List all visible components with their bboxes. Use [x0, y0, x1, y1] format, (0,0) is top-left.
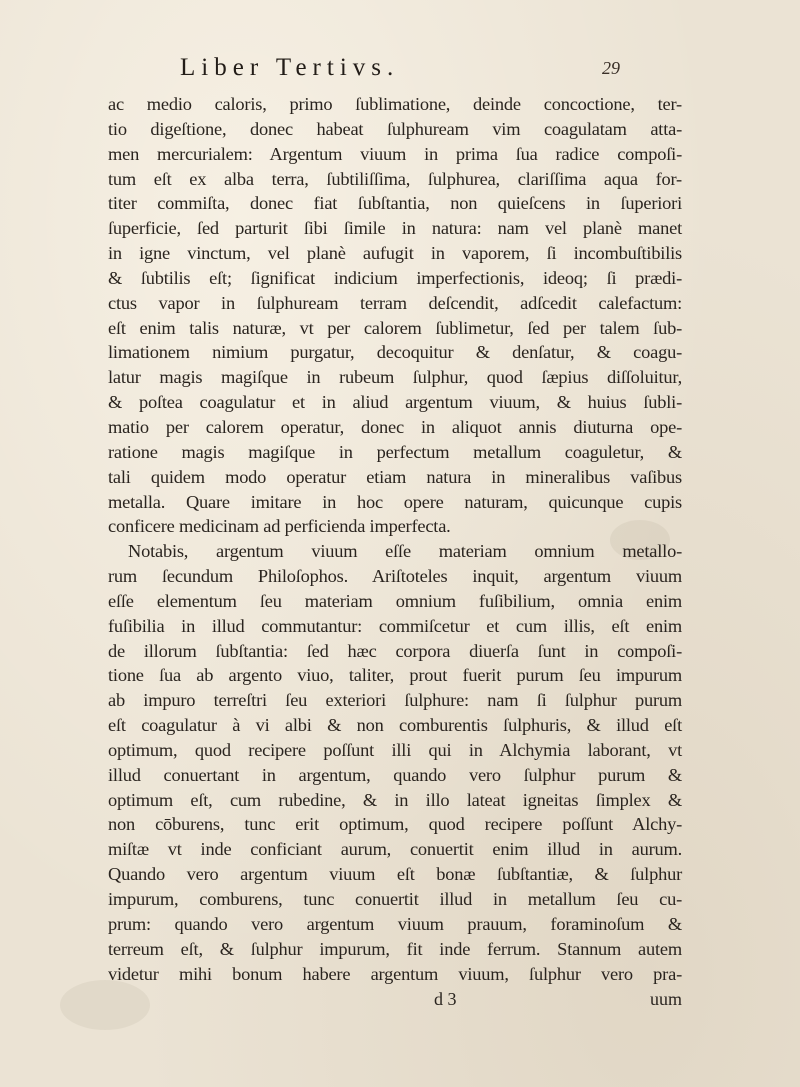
paper-stain: [60, 980, 150, 1030]
text-line: latur magis magiſque in rubeum ſulphur, quod ſæpius diſſoluitur,: [108, 367, 682, 388]
body-text: [108, 92, 682, 986]
text-line: limationem nimium purgatur, decoquitur & denſatur, & coagu-: [108, 342, 682, 363]
text-line: matio per calorem operatur, donec in aliquot annis diuturna ope-: [108, 416, 682, 437]
text-line: fuſibilia in illud commutantur: commiſcetur et cum illis, eſt enim: [108, 615, 682, 636]
text-line: terreum eſt, & ſulphur impurum, fit inde ferrum. Stannum autem: [108, 938, 682, 959]
text-line: Notabis, argentum viuum eſſe materiam omnium metallo-: [128, 541, 682, 562]
text-line: impurum, comburens, tunc conuertit illud in metallum ſeu cu-: [108, 889, 682, 909]
text-line: Quando vero argentum viuum eſt bonæ ſubſtantiæ, & ſulphur: [108, 864, 682, 885]
text-line: non cōburens, tunc erit optimum, quod recipere poſſunt Alchy-: [108, 814, 682, 835]
text-line: eſt enim talis naturæ, vt per calorem ſublimetur, ſed per talem ſub-: [108, 317, 682, 338]
running-header: [180, 54, 660, 90]
text-line: & ſubtilis eſt; ſignificat indicium imperfectionis, ideoq; ſi prædi-: [108, 267, 682, 288]
text-line: ac medio caloris, primo ſublimatione, deinde concoctione, ter-: [108, 94, 682, 114]
signature-mark: d 3: [434, 988, 457, 1009]
text-line: titer commiſta, donec fiat ſubſtantia, non quieſcens in ſuperiori: [108, 193, 682, 214]
text-line: rum ſecundum Philoſophos. Ariſtoteles inquit, argentum viuum: [108, 566, 682, 587]
text-line: de illorum ſubſtantia: ſed hæc corpora diuerſa ſunt in compoſi-: [108, 640, 682, 661]
text-line: ſuperficie, ſed parturit ſibi ſimile in natura: nam vel planè manet: [108, 218, 682, 239]
text-line: ctus vapor in ſulphuream terram deſcendit, adſcedit calefactum:: [108, 292, 682, 313]
text-line: prum: quando vero argentum viuum prauum, foraminoſum &: [108, 913, 682, 934]
text-line: tum eſt ex alba terra, ſubtiliſſima, ſulphurea, clariſſima aqua for-: [108, 168, 682, 189]
text-line: illud conuertant in argentum, quando vero ſulphur purum &: [108, 764, 682, 785]
text-line: in igne vinctum, vel planè aufugit in vaporem, ſi incombuſtibilis: [108, 243, 682, 264]
text-line: ab impuro terreſtri ſeu exteriori ſulphure: nam ſi ſulphur purum: [108, 690, 682, 711]
text-line: tio digeſtione, donec habeat ſulphuream vim coagulatam atta-: [108, 118, 682, 139]
catchword: uum: [649, 988, 682, 1009]
folio-number: 29: [602, 58, 620, 78]
text-line: videtur mihi bonum habere argentum viuum, ſulphur vero pra-: [108, 963, 682, 984]
text-line: metalla. Quare imitare in hoc opere naturam, quicunque cupis: [108, 491, 682, 512]
running-title: Liber Tertivs.: [180, 54, 400, 81]
text-line: & poſtea coagulatur et in aliud argentum viuum, & huius ſubli-: [108, 392, 682, 413]
text-line: tione ſua ab argento viuo, taliter, prout fuerit purum ſeu impurum: [108, 665, 682, 686]
text-line: optimum eſt, cum rubedine, & in illo lateat igneitas ſimplex &: [108, 789, 682, 810]
text-line: tali quidem modo operatur etiam natura in mineralibus vaſibus: [108, 466, 682, 487]
text-line: eſt coagulatur à vi albi & non comburentis ſulphuris, & illud eſt: [108, 715, 682, 736]
text-line: optimum, quod recipere poſſunt illi qui in Alchymia laborant, vt: [108, 739, 682, 760]
text-line: eſſe elementum ſeu materiam omnium fuſibilium, omnia enim: [108, 590, 682, 611]
text-line: ratione magis magiſque in perfectum metallum coaguletur, &: [108, 441, 682, 462]
text-line: conficere medicinam ad perficienda imperfecta.: [108, 516, 451, 537]
text-line: men mercurialem: Argentum viuum in prima ſua radice compoſi-: [108, 143, 682, 164]
text-line: miſtæ vt inde conficiant aurum, conuertit enim illud in aurum.: [108, 839, 682, 860]
